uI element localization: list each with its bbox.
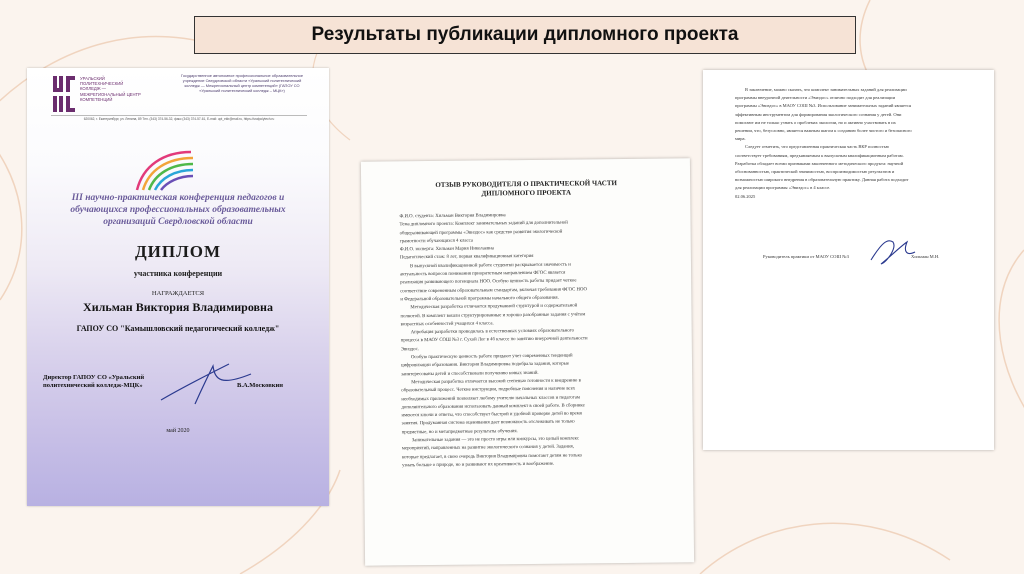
slide-title: Результаты публикации дипломного проекта	[311, 24, 739, 45]
diploma-document	[27, 68, 329, 506]
review-text-line: общеразвивающей программы «Эвиздос» как средство развития экологической	[399, 229, 563, 236]
conference-emblem-icon	[129, 146, 199, 194]
review-title	[401, 179, 651, 200]
conclusion-text-body	[735, 86, 979, 201]
diploma-subheading: участника конференции	[133, 269, 223, 278]
conclusion-text-line: решении, что, безусловно, является важным шагом к созданию более чистого и безопасного	[735, 128, 912, 134]
review-text-line: грамотности обучающихся 4 класса	[399, 238, 473, 245]
conclusion-signature-line	[763, 254, 963, 259]
review-text-line: процесса в МАОУ СОШ №3 г. Сухой Лог в 4б классе по занятию внеурочной деятельности	[400, 336, 588, 344]
review-text-line: занятия. Продуманная система оценивания дает возможность отслеживать не только	[401, 419, 575, 427]
review-text-line: которые предлагает, в свою очередь Виктория Владимировна помогают детям не только	[401, 453, 583, 460]
conclusion-text-line: обоснованностью, практической значимостью, воспроизводимостью результатов и	[735, 169, 895, 175]
review-title-line-1: ОТЗЫВ РУКОВОДИТЕЛЯ О ПРАКТИЧЕСКОЙ ЧАСТИ	[435, 179, 618, 189]
signer-role: Руководитель практики от МАОУ СОШ №3	[763, 254, 849, 259]
conclusion-text-line: В заключение, можно сказать, что комплект занимательных заданий для реализации	[745, 87, 907, 92]
review-text-line: актуальность вопросов понимания приоритетным направлением ФГОС является	[400, 270, 566, 278]
review-text-line: узнать больше о природе, но и развивают их креативность и воображение.	[402, 461, 555, 469]
review-text-line: Ф.И.О. эксперта: Хильман Мария Николаевна	[399, 246, 494, 253]
organization-address: 620062, г. Екатеринбург, ул. Ленина, 89 Тел. (343) 374-56-32, факс (343) 374-57-61, E-mail: upt_ekb@mail.ru, https://uralpolytech.ru	[51, 115, 307, 121]
recipient-name: Хильман Виктория Владимировна	[83, 300, 273, 314]
conclusion-text-line: мира.	[735, 136, 746, 142]
review-text-line: Особую практическую ценность работе придают учет современных тенденций	[410, 353, 573, 361]
review-text-line: возрастных особенностей учащихся 4 класса.	[400, 321, 494, 328]
review-text-line: Апробация разработки проводилась в естественных условиях образовательного	[410, 328, 575, 336]
review-text-line: Педагогический стаж: 8 лет, первая квалификационная категория	[399, 254, 534, 261]
review-text-line: дополнительного образования использовать данный комплект в своей работе. В сборнике	[401, 403, 585, 411]
review-text-line: Методическая разработка отличается высокой степенью готовности к внедрению в	[411, 378, 581, 386]
review-text-line: имеются ключи и ответы, что способствует быстрой и удобной проверке детей во время	[401, 411, 582, 419]
review-text-line: Ф.И.О. студента: Хильман Виктория Владимировна	[399, 213, 506, 220]
conclusion-text-line: эффективным инструментом для формирования экологического сознания у детей. Они	[735, 111, 902, 117]
review-text-line: необходимых приложений позволяют любому учителю начальных классов и педагогам	[401, 394, 580, 402]
review-text-line: Эвиздос.	[400, 346, 419, 353]
review-text-line: Методическая разработка отличается продуманной структурой и содержательной	[410, 303, 578, 311]
conclusion-text-line: помогают им не только узнать о проблемах экологии, но и активно участвовать в их	[735, 119, 896, 125]
review-text-body	[399, 211, 668, 471]
supervisor-review-document	[361, 158, 694, 565]
college-logo-icon	[51, 74, 77, 114]
review-text-line: Занимательные задания — это не просто игры или конкурсы, это целый комплекс	[411, 436, 579, 444]
review-text-line: заинтересованы детей и способствовали получению новых знаний.	[401, 370, 539, 377]
conference-title: III научно-практическая конференция педагогов и обучающихся профессиональных образовательных организаций Свердловской области	[70, 193, 286, 227]
conclusion-text-line: программы внеурочной деятельности «Эвиздос» отлично подходит для реализации	[735, 95, 895, 101]
slide-title-box	[194, 16, 856, 54]
review-text-line: соответствие современным образовательным стандартам, включая требования ФГОС НОО	[400, 287, 587, 295]
signer-name: В.А.Московкин	[237, 382, 283, 389]
conclusion-text-line: Следует отметить, что представленная практическая часть ВКР полностью	[745, 144, 890, 150]
signer-name: Хильман М.Н.	[911, 254, 940, 259]
conclusion-text-line: возможностью широкого внедрения в образовательную практику. Данная работа подходит	[735, 177, 909, 183]
awarded-label: НАГРАЖДАЕТСЯ	[151, 290, 205, 297]
review-conclusion-document	[703, 70, 994, 450]
review-text-line: цифровизации образования. Виктория Владимировна подобрала задания, которые	[401, 361, 570, 369]
diploma-date: май 2020	[166, 428, 190, 434]
diploma-heading: ДИПЛОМ	[134, 242, 222, 261]
conclusion-text-line: Разработка обладает всеми признаками законченного методического продукта: научной	[735, 160, 904, 166]
review-text-line: Тема дипломного проекта: Комплект занимательных заданий для дополнительной	[399, 220, 568, 228]
review-title-line-2: ДИПЛОМНОГО ПРОЕКТА	[481, 188, 572, 198]
review-text-line: предметные, но и метапредметные результаты обучения.	[401, 428, 518, 436]
director-title: Директор ГАПОУ СО «Уральский политехнический колледж-МЦК»	[43, 374, 145, 389]
review-text-line: полнотой. В комплект вошли структурированные и хорошо разобранные задания с учётом	[400, 311, 586, 319]
review-text-line: реализация развивающего потенциала НОО. Особую ценность работы придает четкое	[400, 278, 577, 286]
review-text-line: и Федеральной образовательной программы начального общего образования.	[400, 295, 559, 303]
supervisor-signature-icon	[867, 234, 919, 268]
conclusion-text-line: программы «Эвиздос» в МАОУ СОШ №3. Использование занимательных заданий является	[735, 103, 912, 109]
conclusion-text-line: для реализации программы «Эвиздос» в 4 классе.	[735, 185, 831, 191]
review-text-line: мероприятий, направленных на развитие экологического сознания у детей. Задания,	[401, 444, 575, 452]
review-text-line: В выпускной квалификационной работе студентки раскрывается значимость и	[409, 262, 571, 270]
college-logo-text: УРАЛЬСКИЙ ПОЛИТЕХНИЧЕСКИЙ КОЛЛЕДЖ — МЕЖРЕГИОНАЛЬНЫЙ ЦЕНТР КОМПЕТЕНЦИЙ	[80, 76, 141, 102]
conclusion-text-line: 02.06.2025	[735, 193, 756, 199]
review-text-line: образовательный процесс. Четкие инструкции, подробные пояснения и наличие всех	[401, 386, 576, 394]
organization-header: Государственное автономное профессиональное образовательное учреждение Свердловской области «Уральский политехнический колледж — Межрегиональный центр компетенций» (ГАПОУ СО «Уральский политехнический колледж – МЦК»)	[181, 73, 303, 93]
conclusion-text-line: соответствует требованиям, предъявляемым к выпускным квалификационным работам.	[735, 152, 904, 158]
recipient-organization: ГАПОУ СО "Камышловский педагогический колледж"	[76, 324, 280, 333]
